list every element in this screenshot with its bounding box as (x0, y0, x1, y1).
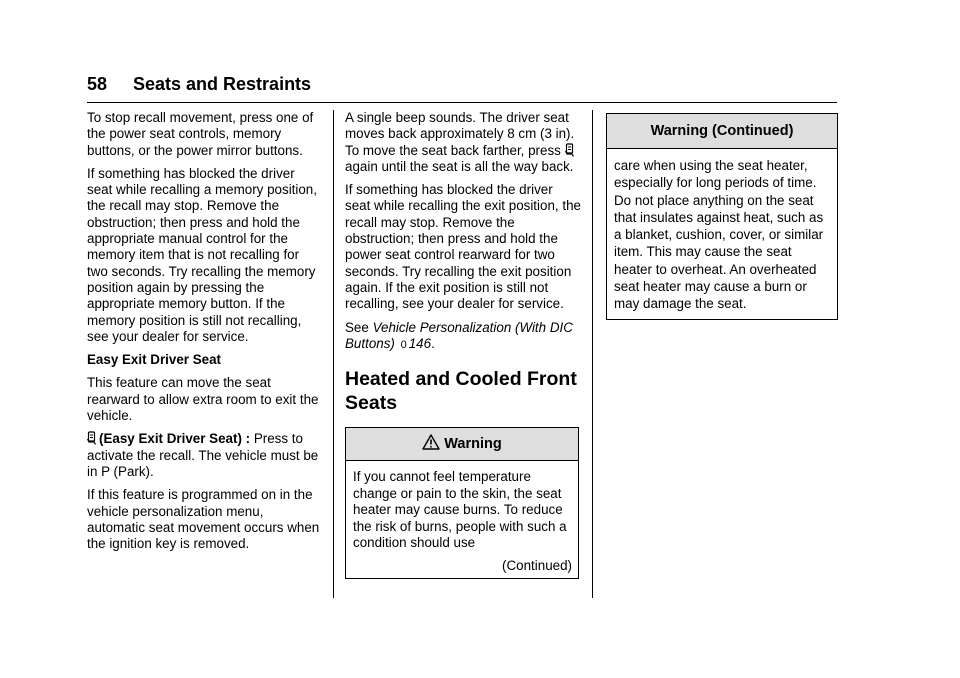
see-label: See (345, 319, 369, 335)
paragraph: To stop recall movement, press one of the power seat controls, memory buttons, or the power mirror buttons. (87, 110, 314, 158)
paragraph: This feature can move the seat rearward to allow extra room to exit the vehicle. (87, 375, 319, 424)
paragraph: If something has blocked the driver seat while recalling the exit position, the recall may stop. Remove the obstruction; then press and hold the power seat control rearward for two seconds. Try recalling the exit position again. If the exit position is still not recalling, see your dealer for service. (345, 182, 581, 312)
continued-label: (Continued) (502, 557, 572, 573)
column-divider (333, 110, 334, 598)
warning-text: If you cannot feel temperature change or pain to the skin, the seat heater may cause burns. To reduce the risk of burns, people with such a condition should use (353, 469, 567, 551)
paragraph-text: again until the seat is all the way back. (345, 158, 574, 174)
feature-label: (Easy Exit Driver Seat) : (99, 431, 251, 447)
paragraph: If this feature is programmed on in the vehicle personalization menu, automatic seat movement occurs when the ignition key is removed. (87, 487, 320, 552)
column-1 (87, 110, 323, 559)
column-3 (606, 113, 838, 320)
warning-body (346, 461, 578, 578)
section-heading: Heated and Cooled Front Seats (345, 368, 577, 415)
warning-title (346, 428, 578, 461)
period: . (431, 335, 435, 351)
page-number: 58 (87, 74, 108, 94)
column-divider (592, 110, 593, 598)
reference-page[interactable]: 146 (408, 335, 432, 351)
warning-continued-box (606, 113, 838, 320)
warning-title-text: Warning (444, 436, 502, 453)
section-title: Seats and Restraints (133, 74, 312, 94)
paragraph (345, 110, 581, 175)
column-2 (345, 110, 581, 579)
reference-link[interactable]: Vehicle Personalization (With DIC Buttons) (345, 319, 573, 351)
paragraph (87, 431, 323, 480)
seat-memory-icon (565, 143, 575, 157)
subheading: Easy Exit Driver Seat (87, 352, 221, 368)
page-ref-icon: 0 (400, 338, 407, 351)
warning-icon (422, 434, 440, 450)
cross-reference (345, 320, 581, 354)
feature-description: Press to activate the recall. The vehicle must be in P (Park). (87, 431, 319, 479)
page-header (87, 68, 837, 103)
seat-memory-icon (87, 431, 97, 445)
warning-continued-body: care when using the seat heater, especially for long periods of time. Do not place anything on the seat that insulates against heat, such as a blanket, cushion, cover, or similar item. This may cause the seat heater to overheat. An overheated seat heater may cause a burn or may damage the seat. (614, 158, 824, 312)
paragraph: If something has blocked the driver seat while recalling a memory position, the recall may stop. Remove the obstruction; then press and hold the appropriate manual control for the memory item that is not recalling for two seconds. Try recalling the memory position again by pressing the appropriate memory button. If the memory position is still not recalling, see your dealer for service. (87, 165, 317, 344)
warning-continued-title: Warning (Continued) (607, 114, 837, 149)
paragraph-text: A single beep sounds. The driver seat moves back approximately 8 cm (3 in). To move the seat back farther, press (345, 110, 575, 158)
warning-box (345, 427, 579, 579)
